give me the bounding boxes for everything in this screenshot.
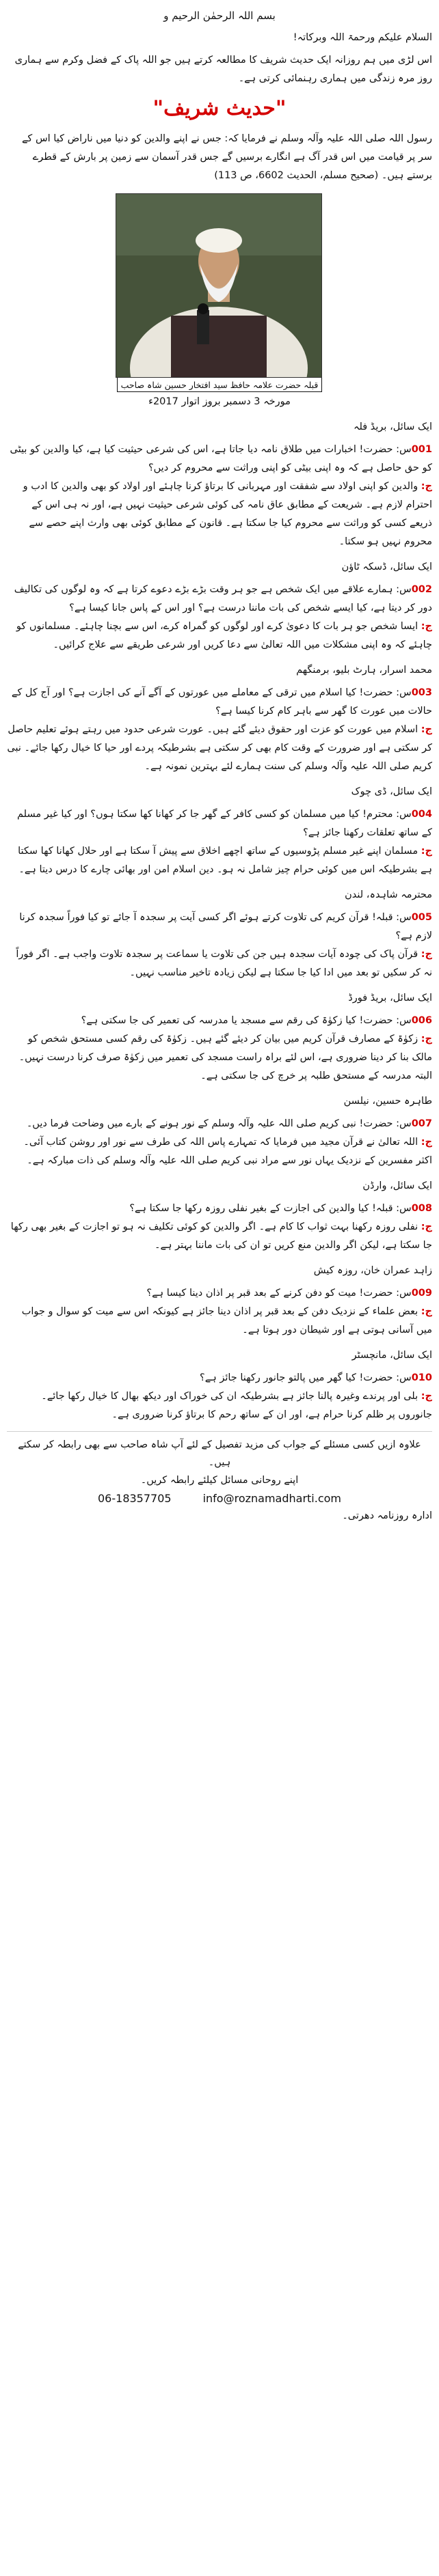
answer-marker: ج: xyxy=(421,846,432,857)
qa-item xyxy=(7,418,432,551)
question-text: محترم! کیا میں مسلمان کو کسی کافر کے گھر جا کر کھانا کھا سکتا ہوں؟ اور کیا غیر مسلم کے ساتھ تعلقات رکھنا جائز ہے؟ xyxy=(17,809,432,838)
question: 003س: حضرت! کیا اسلام میں ترقی کے معاملے میں عورتوں کے آگے آنے کی اجازت ہے؟ اور آج کل کے حالات میں عورت کا گھر سے باہر کام کرنا کیسا ہے؟ xyxy=(11,687,432,717)
asker: ایک سائل، وارڈن xyxy=(362,1180,432,1191)
asker: ایک سائل، مانچسٹر xyxy=(351,1350,432,1361)
question-number: 008 xyxy=(411,1203,432,1214)
date-line: مورخہ 3 دسمبر بروز اتوار 2017ء xyxy=(148,396,291,407)
answer-marker: ج: xyxy=(421,1221,432,1232)
answer xyxy=(7,1303,432,1340)
answer-text: مسلمان اپنے غیر مسلم پڑوسیوں کے ساتھ اچھے اخلاق سے پیش آ سکتا ہے اور حلال کھانا کھا سکتا ہے بشرطیکہ اس میں کوئی حرام چیز شامل نہ ہو۔ دین اسلام امن اور بھائی چارے کا درس دیتا ہے۔ xyxy=(18,846,432,875)
answer-text: نفلی روزہ رکھنا بہت ثواب کا کام ہے۔ اگر والدین کو کوئی تکلیف نہ ہو تو اجازت کے بغیر بھی رکھا جا سکتا ہے، لیکن اگر والدین منع کریں تو ان کی بات ماننا بہتر ہے۔ xyxy=(10,1221,432,1251)
asker: ایک سائل، ڈی چوک xyxy=(351,786,432,797)
question-text: حضرت! میت کو دفن کرنے کے بعد قبر پر اذان دینا کیسا ہے؟ xyxy=(146,1288,393,1299)
asker: ایک سائل، ڈسکہ ٹاؤن xyxy=(341,562,432,572)
answer-marker: ج: xyxy=(421,481,432,492)
qa-item xyxy=(7,783,432,879)
asker: ایک سائل، بریڈ فلہ xyxy=(353,421,432,432)
photo-caption: قبلہ حضرت علامہ حافظ سید افتخار حسین شاہ صاحب xyxy=(117,378,322,392)
question: 006س: حضرت! کیا زکوٰۃ کی رقم سے مسجد یا مدرسہ کی تعمیر کی جا سکتی ہے؟ xyxy=(81,1015,432,1026)
answer-text: بعض علماء کے نزدیک دفن کے بعد قبر پر اذان دینا جائز ہے کیونکہ اس سے میت کو سوال و جواب میں آسانی ہوتی ہے اور شیطان دور ہوتا ہے۔ xyxy=(21,1306,432,1335)
answer-text: اسلام میں عورت کو عزت اور حقوق دیئے گئے ہیں۔ عورت شرعی حدود میں رہتے ہوئے تعلیم حاصل کر سکتی ہے اور ضرورت کے وقت کام بھی کر سکتی ہے بشرطیکہ پردے اور حیا کا خیال رکھا جائے۔ نبی کریم صلی اللہ علیہ وآلہ وسلم کی سنت ہمارے لئے بہترین نمونہ ہے۔ xyxy=(7,724,432,772)
answer-marker: ج: xyxy=(421,621,432,632)
bismillah: بسم اللہ الرحمٰن الرحیم و xyxy=(163,10,276,22)
contact-phone[interactable]: 06-18357705 xyxy=(98,1492,172,1505)
question-number: 007 xyxy=(411,1118,432,1129)
question-text: قبلہ! قرآن کریم کی تلاوت کرتے ہوئے اگر کسی آیت پر سجدہ آ جائے تو کیا فوراً سجدہ کرنا لازم ہے؟ xyxy=(19,912,432,941)
question: 007س: حضرت! نبی کریم صلی اللہ علیہ وآلہ وسلم کے نور ہونے کے بارے میں وضاحت فرما دیں۔ xyxy=(26,1118,432,1129)
question-number: 003 xyxy=(411,687,432,698)
qa-item xyxy=(7,661,432,776)
answer-marker: ج: xyxy=(421,949,432,960)
answer xyxy=(7,1133,432,1170)
question-text: ہمارے علاقے میں ایک شخص ہے جو ہر وقت بڑے بڑے دعوے کرتا ہے کہ وہ لوگوں کی تکالیف دور کر دیتا ہے، کیا ایسے شخص کی بات ماننا درست ہے؟ اور اس کے پاس جانا کیسا ہے؟ xyxy=(14,584,432,613)
scholar-portrait-image xyxy=(116,194,321,377)
answer xyxy=(7,477,432,551)
scholar-photo-block xyxy=(117,193,322,392)
hadith-text: رسول اللہ صلی اللہ علیہ وآلہ وسلم نے فرمایا کہ: جس نے اپنے والدین کو دنیا میں ناراض کیا اس کے سر پر قیامت میں اس قدر آگ ہے انگارے برسیں گے جس قدر آسمان سے زمین پر بارش کے قطرے برستے ہیں۔ (صحیح مسلم، الحدیث 6602، ص 113) xyxy=(21,133,432,181)
qa-item xyxy=(7,886,432,982)
answer-marker: ج: xyxy=(421,1034,432,1044)
question-number: 005 xyxy=(411,912,432,923)
answer-text: زکوٰۃ کے مصارف قرآن کریم میں بیان کر دیئے گئے ہیں۔ زکوٰۃ کی رقم کسی مستحق شخص کو مالک بنا کر دینا ضروری ہے، اس لئے براہ راست مسجد کی تعمیر میں زکوٰۃ صرف کرنا درست نہیں۔ البتہ مدرسہ کے مستحق طلبہ پر خرچ کی جا سکتی ہے۔ xyxy=(18,1034,432,1081)
question-text: قبلہ! کیا والدین کی اجازت کے بغیر نفلی روزہ رکھا جا سکتا ہے؟ xyxy=(129,1203,393,1214)
contact-email[interactable]: info@roznamadharti.com xyxy=(202,1492,341,1505)
intro-text: اس لڑی میں ہم روزانہ ایک حدیث شریف کا مطالعہ کرتے ہیں جو اللہ پاک کے فضل وکرم سے ہماری روز مرہ زندگی میں ہماری رہنمائی کرتی ہے۔ xyxy=(14,55,432,84)
answer-marker: ج: xyxy=(421,724,432,735)
question: 002س: ہمارے علاقے میں ایک شخص ہے جو ہر وقت بڑے بڑے دعوے کرتا ہے کہ وہ لوگوں کی تکالیف دور کر دیتا ہے، کیا ایسے شخص کی بات ماننا درست ہے؟ اور اس کے پاس جانا کیسا ہے؟ xyxy=(14,584,432,613)
question-text: حضرت! نبی کریم صلی اللہ علیہ وآلہ وسلم کے نور ہونے کے بارے میں وضاحت فرما دیں۔ xyxy=(26,1118,393,1129)
question-number: 009 xyxy=(411,1288,432,1299)
qa-item xyxy=(7,1346,432,1424)
answer-marker: ج: xyxy=(421,1137,432,1148)
answer-text: بلی اور پرندے وغیرہ پالنا جائز ہے بشرطیکہ ان کی خوراک اور دیکھ بھال کا خیال رکھا جائے۔ جانوروں پر ظلم کرنا حرام ہے، اور ان کے ساتھ رحم کا برتاؤ کرنا ضروری ہے۔ xyxy=(41,1391,432,1420)
asker: زاہد عمران خان، روزہ کیش xyxy=(313,1265,432,1276)
question-number: 002 xyxy=(411,584,432,595)
question-number: 006 xyxy=(411,1015,432,1026)
qa-item xyxy=(7,1262,432,1340)
answer-marker: ج: xyxy=(421,1391,432,1402)
question: 010س: حضرت! کیا گھر میں پالتو جانور رکھنا جائز ہے؟ xyxy=(200,1372,432,1383)
asker: محمد اسرار، ہارٹ بلیو، برمنگھم xyxy=(296,665,432,676)
contact-row xyxy=(7,1492,432,1505)
answer-marker: ج: xyxy=(421,1306,432,1317)
answer xyxy=(7,1387,432,1424)
hadith-heading: "حدیث شریف" xyxy=(152,96,287,120)
asker: طاہرہ حسین، نیلسن xyxy=(343,1096,432,1107)
question-text: حضرت! کیا گھر میں پالتو جانور رکھنا جائز ہے؟ xyxy=(200,1372,393,1383)
question-number: 001 xyxy=(411,444,432,455)
question-text: حضرت! کیا زکوٰۃ کی رقم سے مسجد یا مدرسہ کی تعمیر کی جا سکتی ہے؟ xyxy=(81,1015,393,1026)
answer xyxy=(7,618,432,654)
answer xyxy=(7,721,432,776)
divider xyxy=(7,1431,432,1432)
asker: ایک سائل، بریڈ فورڈ xyxy=(348,993,432,1003)
answer xyxy=(7,842,432,879)
question: 009س: حضرت! میت کو دفن کرنے کے بعد قبر پر اذان دینا کیسا ہے؟ xyxy=(146,1288,432,1299)
question: 001س: حضرت! اخبارات میں طلاق نامہ دیا جاتا ہے، اس کی شرعی حیثیت کیا ہے، کیا والدین کو بیٹی کو حق حاصل ہے کہ وہ اپنی بیٹی کو اپنی وراثت سے محروم کر دیں؟ xyxy=(10,444,432,473)
qa-item xyxy=(7,558,432,654)
question: 008س: قبلہ! کیا والدین کی اجازت کے بغیر نفلی روزہ رکھا جا سکتا ہے؟ xyxy=(129,1203,432,1214)
question: 004س: محترم! کیا میں مسلمان کو کسی کافر کے گھر جا کر کھانا کھا سکتا ہوں؟ اور کیا غیر مسلم کے ساتھ تعلقات رکھنا جائز ہے؟ xyxy=(17,809,432,838)
question-text: حضرت! اخبارات میں طلاق نامہ دیا جاتا ہے، اس کی شرعی حیثیت کیا ہے، کیا والدین کو بیٹی کو حق حاصل ہے کہ وہ اپنی بیٹی کو اپنی وراثت سے محروم کر دیں؟ xyxy=(10,444,432,473)
answer xyxy=(7,945,432,982)
contact-prompt: اپنے روحانی مسائل کیلئے رابطہ کریں۔ xyxy=(140,1475,299,1486)
closing-note: علاوہ ازیں کسی مسئلے کے جواب کی مزید تفصیل کے لئے آپ شاہ صاحب سے بھی رابطہ کر سکتے ہیں۔ xyxy=(18,1439,421,1468)
sign-off: ادارہ روزنامہ دھرتی۔ xyxy=(342,1510,432,1521)
question-number: 004 xyxy=(411,809,432,820)
question: 005س: قبلہ! قرآن کریم کی تلاوت کرتے ہوئے اگر کسی آیت پر سجدہ آ جائے تو کیا فوراً سجدہ کرنا لازم ہے؟ xyxy=(19,912,432,941)
answer-text: اللہ تعالیٰ نے قرآن مجید میں فرمایا کہ تمہارے پاس اللہ کی طرف سے نور اور روشن کتاب آئی۔ اکثر مفسرین کے نزدیک یہاں نور سے مراد نبی کریم صلی اللہ علیہ وآلہ وسلم کی ذات مبارکہ ہے۔ xyxy=(23,1137,432,1166)
answer xyxy=(7,1218,432,1255)
scholar-photo xyxy=(116,193,322,378)
qa-item xyxy=(7,989,432,1085)
asker: محترمہ شاہدہ، لندن xyxy=(345,889,432,900)
question-text: حضرت! کیا اسلام میں ترقی کے معاملے میں عورتوں کے آگے آنے کی اجازت ہے؟ اور آج کل کے حالات میں عورت کا گھر سے باہر کام کرنا کیسا ہے؟ xyxy=(11,687,432,717)
answer-text: والدین کو اپنی اولاد سے شفقت اور مہربانی کا برتاؤ کرنا چاہئے اور اولاد کو بھی والدین کا ادب و احترام لازم ہے۔ شریعت کے مطابق عاق نامہ کی کوئی شرعی حیثیت نہیں ہے، اور نہ ہی اس کے ذریعے کسی کو وراثت سے محروم کیا جا سکتا ہے۔ قانون کے مطابق کوئی بھی وارث اپنے حصے سے محروم نہیں ہو سکتا۔ xyxy=(23,481,432,547)
question-number: 010 xyxy=(411,1372,432,1383)
answer-text: قرآن پاک کی چودہ آیات سجدہ ہیں جن کی تلاوت یا سماعت پر سجدہ تلاوت واجب ہے۔ اگر فوراً نہ کر سکیں تو بعد میں ادا کیا جا سکتا ہے لیکن زیادہ تاخیر مناسب نہیں۔ xyxy=(16,949,432,978)
qa-item xyxy=(7,1177,432,1255)
qa-item xyxy=(7,1092,432,1170)
answer xyxy=(7,1030,432,1085)
answer-text: ایسا شخص جو ہر بات کا دعویٰ کرے اور لوگوں کو گمراہ کرے، اس سے بچنا چاہئے۔ مسلمانوں کو چاہئے کہ وہ اپنی مشکلات میں اللہ تعالیٰ سے دعا کریں اور شرعی طریقے سے علاج کرائیں۔ xyxy=(16,621,432,650)
salutation: السلام علیکم ورحمۃ اللہ وبرکاتہ! xyxy=(293,32,432,43)
